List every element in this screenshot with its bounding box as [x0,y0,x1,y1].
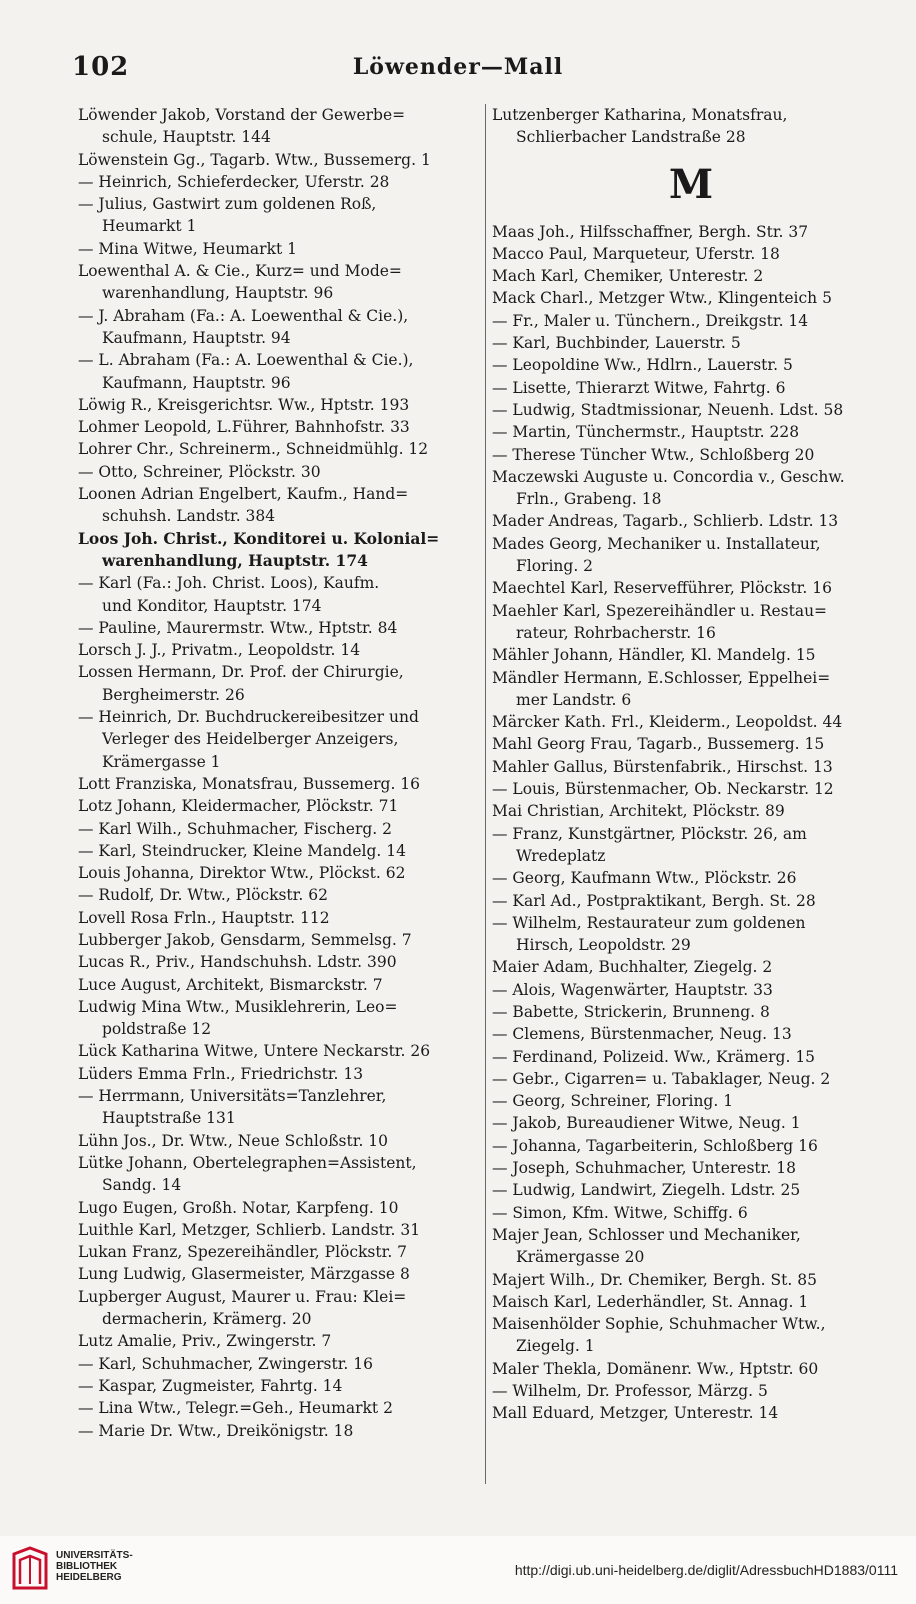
directory-entry [78,1130,486,1152]
entry-line: Lukan Franz, Spezereihändler, Plöckstr. 7 [78,1243,408,1262]
entry-line: Lüders Emma Frln., Friedrichstr. 13 [78,1064,364,1083]
directory-entry [492,221,890,243]
directory-entry [492,800,890,822]
entry-line: Lotz Johann, Kleidermacher, Plöckstr. 71 [78,797,399,816]
university-library-logo-icon [8,1544,52,1594]
entry-line: — Gebr., Cigarren= u. Tabaklager, Neug. 2 [492,1069,831,1088]
entry-line: Kaufmann, Hauptstr. 96 [102,373,291,392]
entry-line: Maczewski Auguste u. Concordia v., Geschw. [492,467,845,486]
directory-entry [492,510,890,532]
entry-line: — Clemens, Bürstenmacher, Neug. 13 [492,1025,792,1044]
entry-line: Märcker Kath. Frl., Kleiderm., Leopoldst. 44 [492,713,843,732]
directory-entry [492,1358,890,1380]
entry-line: Hauptstraße 131 [102,1109,236,1128]
entry-line: Lück Katharina Witwe, Untere Neckarstr. 26 [78,1042,431,1061]
entry-line: Mahl Georg Frau, Tagarb., Bussemerg. 15 [492,735,825,754]
directory-entry [492,332,890,354]
directory-entry [78,1330,486,1352]
directory-entry [492,287,890,309]
directory-entry [78,528,486,573]
entry-line: Lohrer Chr., Schreinerm., Schneidmühlg. 12 [78,440,429,459]
directory-entry [78,1375,486,1397]
directory-entry [78,260,486,305]
directory-entry [492,890,890,912]
directory-entry [78,171,486,193]
library-name: UNIVERSITÄTS- BIBLIOTHEK HEIDELBERG [56,1550,133,1583]
directory-entry [78,773,486,795]
directory-entry [78,617,486,639]
entry-line: mer Landstr. 6 [516,690,632,709]
entry-line: — Heinrich, Schieferdecker, Uferstr. 28 [78,172,390,191]
directory-entry [492,377,890,399]
entry-line: Majert Wilh., Dr. Chemiker, Bergh. St. 85 [492,1270,817,1289]
entry-line: Mahler Gallus, Bürstenfabrik., Hirschst. 13 [492,757,833,776]
directory-entry [492,1269,890,1291]
entry-line: Mack Charl., Metzger Wtw., Klingenteich 5 [492,289,832,308]
entry-line: — Pauline, Maurermstr. Wtw., Hptstr. 84 [78,618,398,637]
entry-line: Maehler Karl, Spezereihändler u. Restau= [492,601,828,620]
entry-line: — Kaspar, Zugmeister, Fahrtg. 14 [78,1376,343,1395]
entry-line: — Babette, Strickerin, Brunneng. 8 [492,1002,770,1021]
directory-entry [78,639,486,661]
column-divider [485,104,486,1484]
entry-line: Floring. 2 [516,557,594,576]
entry-line: Mall Eduard, Metzger, Unterestr. 14 [492,1404,779,1423]
entry-line: Hirsch, Leopoldstr. 29 [516,936,691,955]
entry-line: — Joseph, Schuhmacher, Unterestr. 18 [492,1159,796,1178]
footer [0,1536,916,1604]
entry-line: Lühn Jos., Dr. Wtw., Neue Schloßstr. 10 [78,1131,389,1150]
directory-entry [492,1157,890,1179]
directory-entry [78,1219,486,1241]
directory-entry [78,1241,486,1263]
directory-entry [492,1112,890,1134]
directory-entry [492,104,890,149]
entry-line: — Alois, Wagenwärter, Hauptstr. 33 [492,980,773,999]
entry-line: Lucas R., Priv., Handschuhsh. Ldstr. 390 [78,953,397,972]
entry-line: Mades Georg, Mechaniker u. Installateur, [492,534,821,553]
entry-line: — Jakob, Bureaudiener Witwe, Neug. 1 [492,1114,801,1133]
entry-line: Lorsch J. J., Privatm., Leopoldstr. 14 [78,641,361,660]
directory-entry [492,1090,890,1112]
entry-line: Frln., Grabeng. 18 [516,490,662,509]
entry-line: Wredeplatz [516,846,606,865]
entry-line: dermacherin, Krämerg. 20 [102,1310,312,1329]
directory-entry [492,577,890,599]
entry-line: — Karl Ad., Postpraktikant, Bergh. St. 28 [492,891,816,910]
entry-line: Macco Paul, Marqueteur, Uferstr. 18 [492,244,780,263]
entry-line: Ziegelg. 1 [516,1337,595,1356]
entry-line: Mähler Johann, Händler, Kl. Mandelg. 15 [492,646,816,665]
directory-entry [492,1291,890,1313]
entry-line: Lung Ludwig, Glasermeister, Märzgasse 8 [78,1265,410,1284]
entry-line: Mändler Hermann, E.Schlosser, Eppelhei= [492,668,831,687]
entry-line: — Heinrich, Dr. Buchdruckereibesitzer und [78,708,419,727]
entry-line: Heumarkt 1 [102,217,197,236]
directory-entry [78,818,486,840]
entry-line: Lugo Eugen, Großh. Notar, Karpfeng. 10 [78,1198,399,1217]
directory-entry [492,444,890,466]
directory-entry [492,1202,890,1224]
directory-entry [492,310,890,332]
entry-line: — Ludwig, Landwirt, Ziegelh. Ldstr. 25 [492,1181,801,1200]
entry-line: Lossen Hermann, Dr. Prof. der Chirurgie, [78,663,404,682]
directory-entry [78,795,486,817]
directory-entry [492,1046,890,1068]
entry-line: — Simon, Kfm. Witwe, Schiffg. 6 [492,1203,748,1222]
entry-line: — Mina Witwe, Heumarkt 1 [78,239,297,258]
directory-entry [492,667,890,712]
directory-entry [78,238,486,260]
entry-line: — Louis, Bürstenmacher, Ob. Neckarstr. 12 [492,780,834,799]
entry-line: Lubberger Jakob, Gensdarm, Semmelsg. 7 [78,930,412,949]
entry-line: und Konditor, Hauptstr. 174 [102,596,322,615]
entry-line: — Ferdinand, Polizeid. Ww., Krämerg. 15 [492,1047,816,1066]
entry-line: Luithle Karl, Metzger, Schlierb. Landstr. 31 [78,1220,421,1239]
directory-entry [78,349,486,394]
page-number: 102 [72,52,130,82]
directory-entry [492,1135,890,1157]
directory-entry [492,867,890,889]
entry-line: — Rudolf, Dr. Wtw., Plöckstr. 62 [78,886,328,905]
entry-line: Maier Adam, Buchhalter, Ziegelg. 2 [492,958,773,977]
directory-entry [492,1402,890,1424]
directory-entry [492,399,890,421]
directory-entry [78,438,486,460]
directory-entry [78,840,486,862]
entry-line: — Marie Dr. Wtw., Dreikönigstr. 18 [78,1421,354,1440]
entry-line: Loonen Adrian Engelbert, Kaufm., Hand= [78,485,409,504]
entry-line: Luce August, Architekt, Bismarckstr. 7 [78,975,383,994]
entry-line: Maler Thekla, Domänenr. Ww., Hptstr. 60 [492,1359,819,1378]
entry-line: Bergheimerstr. 26 [102,685,245,704]
entry-line: Löwender Jakob, Vorstand der Gewerbe= [78,106,406,124]
directory-entry [78,974,486,996]
directory-entry [78,1263,486,1285]
directory-entry [492,265,890,287]
entry-line: Maas Joh., Hilfsschaffner, Bergh. Str. 37 [492,222,809,241]
entry-line: poldstraße 12 [102,1020,212,1039]
entry-line: warenhandlung, Hauptstr. 174 [102,550,368,570]
entry-line: Mader Andreas, Tagarb., Schlierb. Ldstr. 13 [492,512,839,531]
directory-entry [492,1023,890,1045]
directory-entry [78,149,486,171]
page-header [0,50,916,90]
entry-line: Lupberger August, Maurer u. Frau: Klei= [78,1287,407,1306]
entry-line: — Martin, Tünchermstr., Hauptstr. 228 [492,423,800,442]
entry-line: Lütke Johann, Obertelegraphen=Assistent, [78,1153,417,1172]
entry-line: — Leopoldine Ww., Hdlrn., Lauerstr. 5 [492,356,793,375]
directory-entry [492,778,890,800]
entry-line: — Franz, Kunstgärtner, Plöckstr. 26, am [492,824,807,843]
entry-line: Loos Joh. Christ., Konditorei u. Kolonial= [78,528,440,548]
entry-line: — Julius, Gastwirt zum goldenen Roß, [78,195,377,214]
directory-entry [492,912,890,957]
directory-entry [492,354,890,376]
entry-line: — Karl Wilh., Schuhmacher, Fischerg. 2 [78,819,393,838]
directory-entry [78,572,486,617]
directory-entry [78,1040,486,1062]
directory-entry [492,243,890,265]
entry-line: Kaufmann, Hauptstr. 94 [102,328,291,347]
directory-entry [78,929,486,951]
directory-entry [78,1063,486,1085]
directory-entry [492,979,890,1001]
entry-line: Schlierbacher Landstraße 28 [516,128,746,147]
directory-entry [78,305,486,350]
left-column [78,104,486,1492]
entry-line: — Fr., Maler u. Tünchern., Dreikgstr. 14 [492,311,809,330]
entry-line: — Georg, Schreiner, Floring. 1 [492,1092,734,1111]
entry-line: Louis Johanna, Direktor Wtw., Plöckst. 62 [78,864,406,883]
entry-line: — Karl, Steindrucker, Kleine Mandelg. 14 [78,841,406,860]
directory-entry [78,1085,486,1130]
directory-entry [78,951,486,973]
entry-line: schuhsh. Landstr. 384 [102,507,276,526]
entry-line: Lutzenberger Katharina, Monatsfrau, [492,106,788,124]
entry-line: — Wilhelm, Dr. Professor, Märzg. 5 [492,1382,768,1401]
entry-line: schule, Hauptstr. 144 [102,128,271,147]
directory-entry [78,884,486,906]
directory-entry [492,823,890,868]
directory-entry [492,644,890,666]
directory-entry [492,1380,890,1402]
entry-line: Löwenstein Gg., Tagarb. Wtw., Bussemerg. 1 [78,150,431,169]
directory-entry [492,533,890,578]
entry-line: — Otto, Schreiner, Plöckstr. 30 [78,462,321,481]
entry-line: Maechtel Karl, Reservefführer, Plöckstr. 16 [492,579,832,598]
source-url[interactable]: http://digi.ub.uni-heidelberg.de/diglit/AdressbuchHD1883/0111 [514,1562,898,1578]
directory-entry [78,1286,486,1331]
entry-line: Mai Christian, Architekt, Plöckstr. 89 [492,802,785,821]
entry-line: — Herrmann, Universitäts=Tanzlehrer, [78,1087,387,1106]
entry-line: Lohmer Leopold, L.Führer, Bahnhofstr. 33 [78,418,410,437]
entry-line: — Lisette, Thierarzt Witwe, Fahrtg. 6 [492,378,786,397]
entry-line: — Karl, Buchbinder, Lauerstr. 5 [492,334,741,353]
directory-entry [492,1179,890,1201]
entry-line: — Karl (Fa.: Joh. Christ. Loos), Kaufm. [78,574,380,593]
directory-entry [78,1397,486,1419]
entry-line: — Georg, Kaufmann Wtw., Plöckstr. 26 [492,869,797,888]
directory-entry [78,193,486,238]
directory-entry [78,1420,486,1442]
directory-entry [492,600,890,645]
directory-entry [78,862,486,884]
directory-entry [492,1001,890,1023]
entry-line: — Karl, Schuhmacher, Zwingerstr. 16 [78,1354,373,1373]
directory-entry [78,996,486,1041]
right-column [492,104,890,1492]
entry-line: — Wilhelm, Restaurateur zum goldenen [492,913,806,932]
entry-line: Löwig R., Kreisgerichtsr. Ww., Hptstr. 193 [78,395,410,414]
entry-line: Mach Karl, Chemiker, Unterestr. 2 [492,267,764,286]
directory-entry [78,706,486,773]
entry-line: Loewenthal A. & Cie., Kurz= und Mode= [78,262,402,281]
entry-line: Maisch Karl, Lederhändler, St. Annag. 1 [492,1292,809,1311]
directory-entry [492,421,890,443]
entry-line: warenhandlung, Hauptstr. 96 [102,284,334,303]
directory-entry [492,756,890,778]
entry-line: rateur, Rohrbacherstr. 16 [516,623,716,642]
directory-entry [78,394,486,416]
directory-entry [492,1224,890,1269]
directory-entry [492,733,890,755]
entry-line: Krämergasse 20 [516,1248,645,1267]
entry-line: Krämergasse 1 [102,752,221,771]
directory-entry [492,466,890,511]
directory-entry [78,1353,486,1375]
directory-entry [492,1068,890,1090]
directory-entry [78,907,486,929]
entry-line: — Lina Wtw., Telegr.=Geh., Heumarkt 2 [78,1399,393,1418]
directory-entry [492,711,890,733]
entry-line: — Ludwig, Stadtmissionar, Neuenh. Ldst. 58 [492,400,844,419]
directory-entry [78,416,486,438]
directory-entry [78,461,486,483]
entry-line: Verleger des Heidelberger Anzeigers, [102,730,399,749]
entry-line: Maisenhölder Sophie, Schuhmacher Wtw., [492,1315,826,1334]
entry-line: — Therese Tüncher Wtw., Schloßberg 20 [492,445,815,464]
entry-line: Lott Franziska, Monatsfrau, Bussemerg. 16 [78,774,421,793]
directory-entry [78,1197,486,1219]
entry-line: — L. Abraham (Fa.: A. Loewenthal & Cie.), [78,351,414,370]
entry-line: — J. Abraham (Fa.: A. Loewenthal & Cie.), [78,306,409,325]
entry-line: — Johanna, Tagarbeiterin, Schloßberg 16 [492,1136,818,1155]
entry-line: Majer Jean, Schlosser und Mechaniker, [492,1225,801,1244]
entry-line: Lutz Amalie, Priv., Zwingerstr. 7 [78,1332,332,1351]
section-letter: M [668,160,714,208]
directory-entry [492,1313,890,1358]
entry-line: Sandg. 14 [102,1176,182,1195]
running-title: Löwender—Mall [352,54,564,80]
entry-line: Ludwig Mina Wtw., Musiklehrerin, Leo= [78,997,398,1016]
directory-entry [78,104,486,149]
directory-entry [78,661,486,706]
directory-entry [78,483,486,528]
entry-line: Lovell Rosa Frln., Hauptstr. 112 [78,908,330,927]
directory-entry [492,956,890,978]
directory-entry [78,1152,486,1197]
